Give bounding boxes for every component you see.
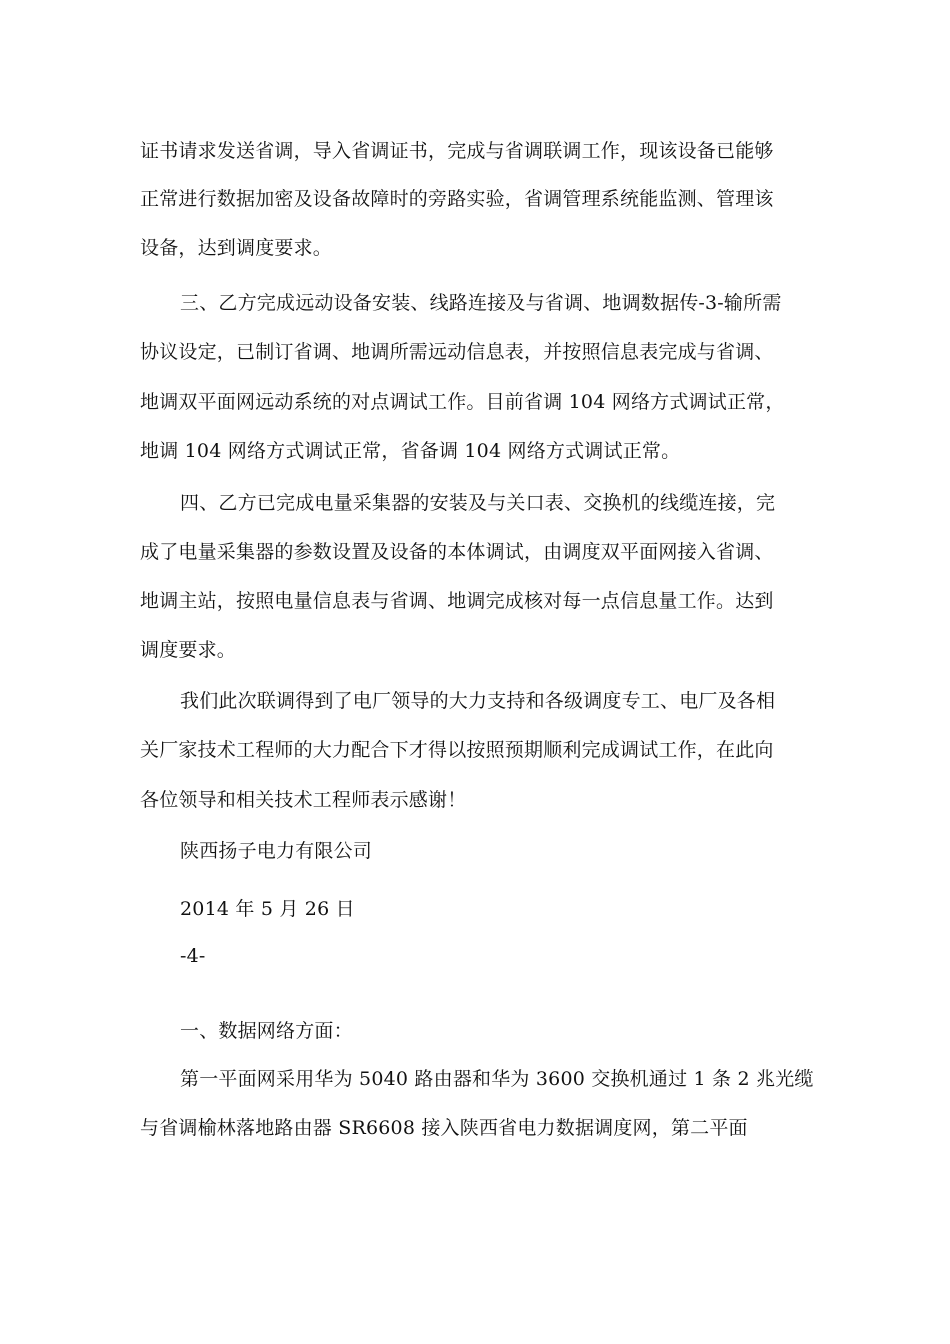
paragraph-line: 与省调榆林落地路由器 SR6608 接入陕西省电力数据调度网，第二平面	[140, 1117, 748, 1139]
page-number: -4-	[180, 945, 206, 967]
paragraph-line: 地调双平面网远动系统的对点调试工作。目前省调 104 网络方式调试正常，	[140, 391, 785, 413]
company-signature: 陕西扬子电力有限公司	[180, 840, 373, 862]
paragraph-line: 正常进行数据加密及设备故障时的旁路实验，省调管理系统能监测、管理该	[140, 188, 774, 210]
signature-date: 2014 年 5 月 26 日	[180, 898, 355, 920]
paragraph-line: 设备，达到调度要求。	[140, 237, 333, 259]
paragraph-line: 地调主站，按照电量信息表与省调、地调完成核对每一点信息量工作。达到	[140, 590, 774, 612]
paragraph-line: 各位领导和相关技术工程师表示感谢！	[140, 789, 467, 811]
paragraph-line: 关厂家技术工程师的大力配合下才得以按照预期顺利完成调试工作，在此向	[140, 739, 774, 761]
paragraph-line: 我们此次联调得到了电厂领导的大力支持和各级调度专工、电厂及各相	[180, 690, 776, 712]
paragraph-line: 第一平面网采用华为 5040 路由器和华为 3600 交换机通过 1 条 2 兆光缆	[180, 1068, 814, 1090]
paragraph-line: 地调 104 网络方式调试正常，省备调 104 网络方式调试正常。	[140, 440, 681, 462]
section-heading: 一、数据网络方面：	[180, 1020, 353, 1042]
paragraph-line: 证书请求发送省调，导入省调证书，完成与省调联调工作，现该设备已能够	[140, 140, 774, 162]
paragraph-line: 三、乙方完成远动设备安装、线路连接及与省调、地调数据传-3-输所需	[180, 292, 782, 314]
paragraph-line: 调度要求。	[140, 639, 237, 661]
paragraph-line: 四、乙方已完成电量采集器的安装及与关口表、交换机的线缆连接，完	[180, 492, 776, 514]
paragraph-line: 成了电量采集器的参数设置及设备的本体调试，由调度双平面网接入省调、	[140, 541, 774, 563]
paragraph-line: 协议设定，已制订省调、地调所需远动信息表，并按照信息表完成与省调、	[140, 341, 774, 363]
